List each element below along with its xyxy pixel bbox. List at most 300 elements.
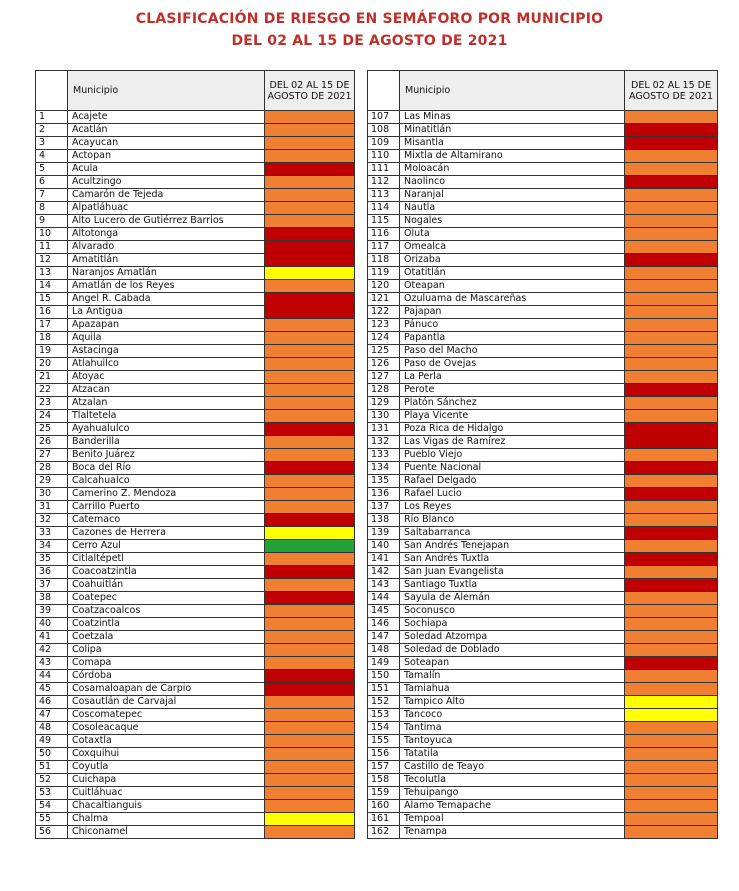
municipio-name: Alto Lucero de Gutiérrez Barrios [68,215,265,228]
risk-color-cell [625,293,718,306]
risk-color-cell [265,800,355,813]
table-row [368,228,718,241]
risk-color-cell [625,813,718,826]
table-row [368,462,718,475]
municipio-name: Las Vigas de Ramírez [400,436,625,449]
table-row [36,774,355,787]
risk-color-cell [625,605,718,618]
row-number: 51 [36,761,68,774]
risk-color-cell [265,111,355,124]
risk-color-cell [625,137,718,150]
table-row [36,371,355,384]
row-number: 109 [368,137,400,150]
risk-color-cell [625,488,718,501]
municipio-name: Tatatila [400,748,625,761]
risk-color-cell [625,436,718,449]
row-number: 159 [368,787,400,800]
municipio-name: Los Reyes [400,501,625,514]
row-number: 121 [368,293,400,306]
row-number: 56 [36,826,68,839]
table-row [36,631,355,644]
table-row [36,722,355,735]
risk-color-cell [265,579,355,592]
row-number: 36 [36,566,68,579]
municipio-name: Río Blanco [400,514,625,527]
risk-color-cell [265,137,355,150]
table-row [368,774,718,787]
row-number: 1 [36,111,68,124]
municipio-name: Aquila [68,332,265,345]
table-row [36,618,355,631]
table-header-row [368,71,718,111]
table-row [368,475,718,488]
row-number: 15 [36,293,68,306]
risk-color-cell [265,748,355,761]
page-title: CLASIFICACIÓN DE RIESGO EN SEMÁFORO POR MUNICIPIO [135,11,604,27]
table-row [36,202,355,215]
risk-color-cell [625,618,718,631]
table-row [36,592,355,605]
row-number: 3 [36,137,68,150]
risk-color-cell [625,228,718,241]
row-number: 154 [368,722,400,735]
risk-color-cell [265,722,355,735]
table-row [368,436,718,449]
row-number: 117 [368,241,400,254]
row-number: 49 [36,735,68,748]
table-row [368,800,718,813]
table-row [36,540,355,553]
risk-color-cell [625,709,718,722]
row-number: 17 [36,319,68,332]
risk-color-cell [625,696,718,709]
table-row [36,332,355,345]
risk-color-cell [265,709,355,722]
municipio-name: Coetzala [68,631,265,644]
row-number: 116 [368,228,400,241]
date-column-header: DEL 02 AL 15 DE AGOSTO DE 2021 [265,71,355,111]
risk-color-cell [265,813,355,826]
municipio-name: Orizaba [400,254,625,267]
risk-color-cell [625,332,718,345]
municipio-name: Platón Sánchez [400,397,625,410]
risk-color-cell [625,410,718,423]
table-row [36,423,355,436]
risk-color-cell [265,436,355,449]
risk-color-cell [265,280,355,293]
risk-color-cell [265,787,355,800]
table-row [368,176,718,189]
table-row [368,553,718,566]
row-number: 133 [368,449,400,462]
table-row [36,826,355,839]
row-number: 7 [36,189,68,202]
table-row [36,176,355,189]
row-number: 107 [368,111,400,124]
risk-color-cell [625,540,718,553]
municipio-name: Tamalín [400,670,625,683]
row-number: 120 [368,280,400,293]
risk-color-cell [265,683,355,696]
risk-color-cell [625,761,718,774]
row-number: 25 [36,423,68,436]
row-number: 52 [36,774,68,787]
risk-color-cell [265,267,355,280]
municipio-name: Soledad Atzompa [400,631,625,644]
table-row [368,761,718,774]
row-number: 112 [368,176,400,189]
risk-color-cell [265,293,355,306]
row-number: 124 [368,332,400,345]
municipio-name: Omealca [400,241,625,254]
risk-color-cell [625,254,718,267]
municipio-name: Perote [400,384,625,397]
risk-color-cell [265,644,355,657]
municipio-name: Nautla [400,202,625,215]
risk-table-left [35,70,355,839]
risk-color-cell [265,150,355,163]
risk-color-cell [625,475,718,488]
risk-color-cell [265,384,355,397]
risk-color-cell [265,566,355,579]
municipio-name: Sayula de Alemán [400,592,625,605]
municipio-name: Cuitláhuac [68,787,265,800]
municipio-name: Coacoatzintla [68,566,265,579]
row-number: 158 [368,774,400,787]
table-row [36,488,355,501]
municipio-name: Cosautlán de Carvajal [68,696,265,709]
municipio-name: Oteapan [400,280,625,293]
table-row [368,202,718,215]
row-number: 142 [368,566,400,579]
table-row [368,709,718,722]
municipio-name: Atlahuilco [68,358,265,371]
row-number: 119 [368,267,400,280]
table-row [36,696,355,709]
table-row [36,813,355,826]
risk-color-cell [625,358,718,371]
risk-color-cell [265,592,355,605]
table-row [368,670,718,683]
risk-color-cell [625,371,718,384]
municipio-name: Altotonga [68,228,265,241]
risk-color-cell [625,657,718,670]
row-number: 151 [368,683,400,696]
table-row [368,488,718,501]
table-row [368,267,718,280]
row-number: 139 [368,527,400,540]
municipio-name: Cosamaloapan de Carpio [68,683,265,696]
risk-color-cell [265,306,355,319]
row-number: 19 [36,345,68,358]
table-row [368,735,718,748]
municipio-name: Las Minas [400,111,625,124]
risk-color-cell [625,202,718,215]
row-number: 14 [36,280,68,293]
table-row [368,293,718,306]
municipio-column-header: Municipio [400,71,625,111]
table-row [36,800,355,813]
row-number: 148 [368,644,400,657]
risk-color-cell [625,826,718,839]
table-row [368,423,718,436]
table-row [36,605,355,618]
municipio-name: Poza Rica de Hidalgo [400,423,625,436]
row-number: 24 [36,410,68,423]
municipio-name: Coahuitlán [68,579,265,592]
municipio-name: Nogales [400,215,625,228]
municipio-name: Castillo de Teayo [400,761,625,774]
row-number: 150 [368,670,400,683]
row-number: 141 [368,553,400,566]
municipio-name: Catemaco [68,514,265,527]
risk-color-cell [265,319,355,332]
municipio-name: Pajapan [400,306,625,319]
table-row [368,826,718,839]
row-number: 134 [368,462,400,475]
risk-color-cell [265,176,355,189]
municipio-name: Naranjos Amatlán [68,267,265,280]
row-number: 21 [36,371,68,384]
row-number: 11 [36,241,68,254]
table-row [36,319,355,332]
risk-color-cell [265,410,355,423]
municipio-name: Cerro Azul [68,540,265,553]
municipio-name: Acula [68,163,265,176]
municipio-name: Carrillo Puerto [68,501,265,514]
table-row [36,124,355,137]
municipio-name: Misantla [400,137,625,150]
risk-color-cell [265,553,355,566]
table-row [36,683,355,696]
risk-color-cell [625,462,718,475]
table-row [368,813,718,826]
municipio-name: Ozuluama de Mascareñas [400,293,625,306]
municipio-name: Soteapan [400,657,625,670]
risk-table-right [367,70,718,839]
municipio-name: Alpatláhuac [68,202,265,215]
municipio-name: Ayahualulco [68,423,265,436]
risk-color-cell [625,501,718,514]
risk-color-cell [265,475,355,488]
municipio-name: Playa Vicente [400,410,625,423]
risk-color-cell [625,722,718,735]
table-row [36,163,355,176]
row-number: 118 [368,254,400,267]
municipio-name: Mixtla de Altamirano [400,150,625,163]
row-number: 138 [368,514,400,527]
risk-color-cell [625,774,718,787]
row-number: 31 [36,501,68,514]
municipio-name: Tecolutla [400,774,625,787]
row-number: 156 [368,748,400,761]
table-row [36,735,355,748]
row-number: 47 [36,709,68,722]
municipio-name: Tamiahua [400,683,625,696]
table-row [36,293,355,306]
table-row [368,592,718,605]
municipio-name: Córdoba [68,670,265,683]
row-number: 131 [368,423,400,436]
risk-color-cell [625,670,718,683]
municipio-name: San Andrés Tenejapan [400,540,625,553]
risk-color-cell [265,670,355,683]
risk-color-cell [625,514,718,527]
row-number: 152 [368,696,400,709]
table-row [368,696,718,709]
row-number: 144 [368,592,400,605]
row-number: 2 [36,124,68,137]
risk-color-cell [625,189,718,202]
municipio-name: Amatitlán [68,254,265,267]
table-row [36,410,355,423]
table-row [368,189,718,202]
table-row [36,709,355,722]
municipio-name: Tenampa [400,826,625,839]
risk-color-cell [625,592,718,605]
row-number: 48 [36,722,68,735]
table-row [368,306,718,319]
table-row [36,358,355,371]
table-row [36,501,355,514]
table-row [36,644,355,657]
row-number: 5 [36,163,68,176]
municipio-name: Minatitlán [400,124,625,137]
risk-color-cell [625,241,718,254]
table-row [368,449,718,462]
risk-color-cell [625,644,718,657]
row-number: 161 [368,813,400,826]
row-number: 16 [36,306,68,319]
row-number: 53 [36,787,68,800]
risk-color-cell [625,566,718,579]
table-row [368,514,718,527]
municipio-name: Comapa [68,657,265,670]
row-number: 55 [36,813,68,826]
row-number: 22 [36,384,68,397]
row-number: 113 [368,189,400,202]
table-row [368,618,718,631]
row-number: 115 [368,215,400,228]
risk-color-cell [265,202,355,215]
municipio-name: Actopan [68,150,265,163]
row-number: 149 [368,657,400,670]
municipio-name: Amatlán de los Reyes [68,280,265,293]
row-number: 27 [36,449,68,462]
table-row [368,137,718,150]
number-column-header [36,71,68,111]
municipio-name: Angel R. Cabada [68,293,265,306]
municipio-name: Camarón de Tejeda [68,189,265,202]
municipio-name: Coatzintla [68,618,265,631]
risk-color-cell [265,189,355,202]
table-row [368,540,718,553]
municipio-name: Sochiapa [400,618,625,631]
municipio-name: Tantoyuca [400,735,625,748]
row-number: 145 [368,605,400,618]
municipio-name: Acultzingo [68,176,265,189]
table-row [368,124,718,137]
risk-color-cell [265,423,355,436]
row-number: 10 [36,228,68,241]
risk-color-cell [625,163,718,176]
municipio-name: Tantima [400,722,625,735]
risk-color-cell [625,306,718,319]
table-row [368,787,718,800]
municipio-name: Acajete [68,111,265,124]
table-body-right [368,111,718,839]
risk-color-cell [625,449,718,462]
risk-color-cell [625,280,718,293]
table-row [368,358,718,371]
risk-color-cell [625,150,718,163]
municipio-name: Naolinco [400,176,625,189]
row-number: 122 [368,306,400,319]
row-number: 123 [368,319,400,332]
risk-color-cell [265,332,355,345]
table-row [36,306,355,319]
municipio-name: Cuichapa [68,774,265,787]
risk-color-cell [625,215,718,228]
row-number: 18 [36,332,68,345]
municipio-name: Chiconamel [68,826,265,839]
row-number: 42 [36,644,68,657]
municipio-name: Boca del Río [68,462,265,475]
table-row [36,384,355,397]
municipio-name: Acayucan [68,137,265,150]
table-row [368,605,718,618]
row-number: 157 [368,761,400,774]
table-row [368,527,718,540]
municipio-name: Citlaltépetl [68,553,265,566]
table-row [368,384,718,397]
municipio-name: La Perla [400,371,625,384]
municipio-name: Cazones de Herrera [68,527,265,540]
table-row [368,397,718,410]
row-number: 29 [36,475,68,488]
table-row [36,475,355,488]
table-row [36,657,355,670]
municipio-name: Astacinga [68,345,265,358]
row-number: 110 [368,150,400,163]
risk-color-cell [265,618,355,631]
risk-color-cell [265,761,355,774]
table-body-left [36,111,355,839]
risk-color-cell [265,527,355,540]
municipio-name: Santiago Tuxtla [400,579,625,592]
row-number: 129 [368,397,400,410]
row-number: 44 [36,670,68,683]
row-number: 160 [368,800,400,813]
municipio-name: Coatzacoalcos [68,605,265,618]
row-number: 140 [368,540,400,553]
municipio-name: Chalma [68,813,265,826]
table-row [36,566,355,579]
municipio-name: Tehuipango [400,787,625,800]
row-number: 38 [36,592,68,605]
risk-color-cell [265,605,355,618]
risk-color-cell [265,397,355,410]
table-row [36,670,355,683]
municipio-name: Benito Juárez [68,449,265,462]
table-header-row [36,71,355,111]
row-number: 127 [368,371,400,384]
row-number: 147 [368,631,400,644]
row-number: 146 [368,618,400,631]
table-row [368,371,718,384]
municipio-name: Papantla [400,332,625,345]
row-number: 132 [368,436,400,449]
